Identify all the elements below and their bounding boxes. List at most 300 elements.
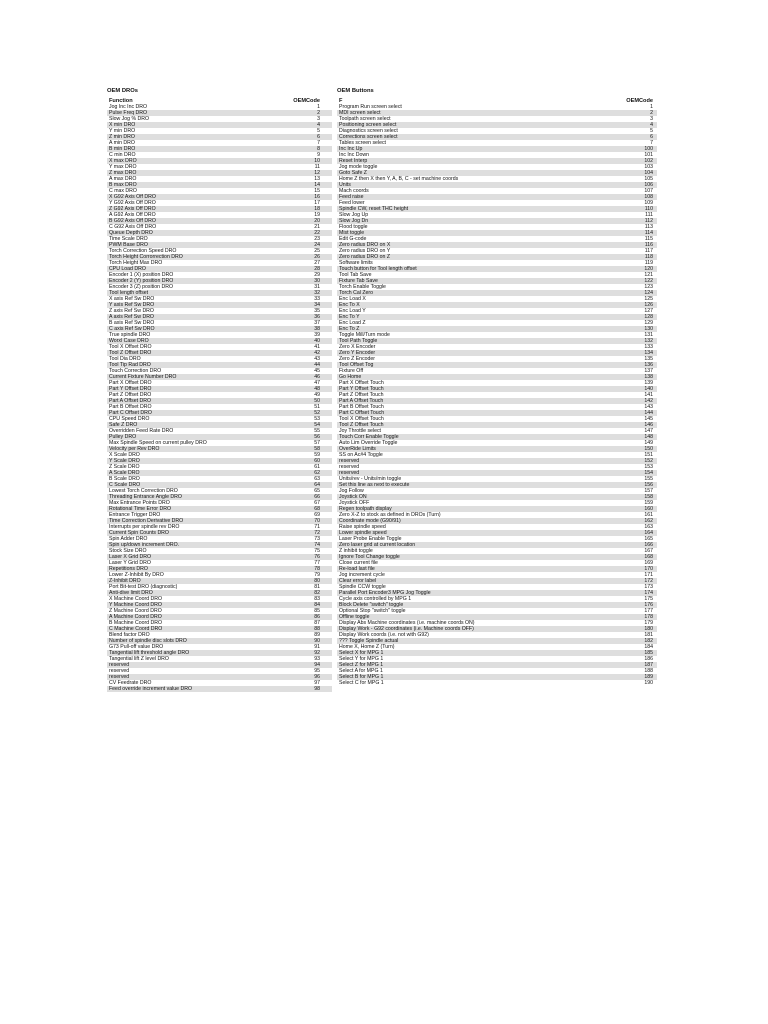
- function-cell: Jog mode toggle: [339, 164, 378, 170]
- function-cell: Time Correction Derivative DRO: [109, 518, 184, 524]
- function-cell: Select C for MPG 1: [339, 680, 384, 686]
- function-cell: SS on Ac#4 Toggle: [339, 452, 383, 458]
- column-header-oemcode: OEMCode: [293, 98, 320, 104]
- oemcode-cell: 134: [644, 350, 653, 356]
- function-cell: Tool Z Offset Touch: [339, 422, 384, 428]
- function-cell: Rotational Time Error DRO: [109, 506, 171, 512]
- oemcode-cell: 172: [644, 578, 653, 584]
- oemcode-cell: 93: [314, 656, 320, 662]
- oemcode-cell: 34: [314, 302, 320, 308]
- oemcode-cell: 140: [644, 386, 653, 392]
- oemcode-cell: 185: [644, 650, 653, 656]
- function-cell: Block Delete "switch" toggle: [339, 602, 404, 608]
- function-cell: Part C Offset Touch: [339, 410, 385, 416]
- oemcode-cell: 30: [314, 278, 320, 284]
- function-cell: CPU Speed DRO: [109, 416, 150, 422]
- oemcode-cell: 114: [644, 230, 653, 236]
- oemcode-cell: 138: [644, 374, 653, 380]
- oemcode-cell: 11: [314, 164, 320, 170]
- function-cell: Encoder 2 (Y) position DRO: [109, 278, 174, 284]
- function-cell: Pulse Freq DRO: [109, 110, 148, 116]
- function-cell: Joy Throttle select: [339, 428, 381, 434]
- oemcode-cell: 118: [644, 254, 653, 260]
- oemcode-cell: 105: [644, 176, 653, 182]
- function-cell: Z min DRO: [109, 134, 135, 140]
- function-cell: Close current file: [339, 560, 378, 566]
- oemcode-cell: 73: [314, 536, 320, 542]
- oemcode-cell: 181: [644, 632, 653, 638]
- function-cell: Lower Z-Inhibit By DRO: [109, 572, 164, 578]
- function-cell: Tool length offset: [109, 290, 149, 296]
- oemcode-cell: 1: [650, 104, 653, 110]
- oemcode-cell: 64: [314, 482, 320, 488]
- function-cell: Zero radius DRO on X: [339, 242, 391, 248]
- oemcode-cell: 129: [644, 320, 653, 326]
- oemcode-cell: 87: [314, 620, 320, 626]
- oemcode-cell: 2: [650, 110, 653, 116]
- oemcode-cell: 61: [314, 464, 320, 470]
- function-cell: Zero Y Encoder: [339, 350, 376, 356]
- oemcode-cell: 168: [644, 554, 653, 560]
- function-cell: Torch Enable Toggle: [339, 284, 386, 290]
- oemcode-cell: 163: [644, 524, 653, 530]
- function-cell: reserved: [339, 458, 360, 464]
- function-cell: Inc Inc Down: [339, 152, 369, 158]
- function-cell: Max Spindle Speed on current pulley DRO: [109, 440, 207, 446]
- oemcode-cell: 47: [314, 380, 320, 386]
- function-cell: Spindle CCW toggle: [339, 584, 386, 590]
- oemcode-cell: 38: [314, 326, 320, 332]
- oemcode-cell: 24: [314, 242, 320, 248]
- oemcode-cell: 4: [317, 122, 320, 128]
- function-cell: Z inhibit toggle: [339, 548, 373, 554]
- oemcode-cell: 139: [644, 380, 653, 386]
- function-cell: Enc To Y: [339, 314, 360, 320]
- oemcode-cell: 16: [314, 194, 320, 200]
- oemcode-cell: 74: [314, 542, 320, 548]
- function-cell: Slow Jog % DRO: [109, 116, 150, 122]
- function-cell: Y max DRO: [109, 164, 137, 170]
- function-cell: reserved: [109, 674, 130, 680]
- oemcode-cell: 175: [644, 596, 653, 602]
- function-cell: B axis Ref Sw DRO: [109, 320, 155, 326]
- function-cell: Worxl Case DRO: [109, 338, 149, 344]
- oemcode-cell: 13: [314, 176, 320, 182]
- function-cell: Software limits: [339, 260, 373, 266]
- oemcode-cell: 90: [314, 638, 320, 644]
- oemcode-cell: 33: [314, 296, 320, 302]
- oemcode-cell: 103: [644, 164, 653, 170]
- oemcode-cell: 23: [314, 236, 320, 242]
- oemcode-cell: 77: [314, 560, 320, 566]
- function-cell: Tool Tip Rad DRO: [109, 362, 151, 368]
- oemcode-cell: 92: [314, 650, 320, 656]
- oemcode-cell: 150: [644, 446, 653, 452]
- function-cell: G73 Pull-off value DRO: [109, 644, 164, 650]
- oemcode-cell: 188: [644, 668, 653, 674]
- oemcode-cell: 121: [644, 272, 653, 278]
- oemcode-cell: 39: [314, 332, 320, 338]
- function-cell: Blend factor DRO: [109, 632, 150, 638]
- function-cell: C min DRO: [109, 152, 136, 158]
- oemcode-cell: 35: [314, 308, 320, 314]
- column-header-oemcode: OEMCode: [626, 98, 653, 104]
- oemcode-cell: 58: [314, 446, 320, 452]
- function-cell: Y Machine Coord DRO: [109, 602, 162, 608]
- oemcode-cell: 133: [644, 344, 653, 350]
- function-cell: Encoder 1 (X) position DRO: [109, 272, 174, 278]
- oemcode-cell: 81: [314, 584, 320, 590]
- oemcode-cell: 187: [644, 662, 653, 668]
- function-cell: Zero radius DRO on Z: [339, 254, 391, 260]
- function-cell: Set this line as next to execute: [339, 482, 410, 488]
- function-cell: CPU Load DRO: [109, 266, 146, 272]
- oemcode-cell: 18: [314, 206, 320, 212]
- oemcode-cell: 67: [314, 500, 320, 506]
- oemcode-cell: 146: [644, 422, 653, 428]
- oemcode-cell: 141: [644, 392, 653, 398]
- function-cell: Part B Offset DRO: [109, 404, 152, 410]
- oemcode-cell: 127: [644, 308, 653, 314]
- function-cell: Auto Lim Override Toggle: [339, 440, 398, 446]
- function-cell: Goto Safe Z: [339, 170, 367, 176]
- oemcode-cell: 25: [314, 248, 320, 254]
- function-cell: Part B Offset Touch: [339, 404, 384, 410]
- oemcode-cell: 120: [644, 266, 653, 272]
- oemcode-cell: 15: [314, 188, 320, 194]
- oemcode-cell: 144: [644, 410, 653, 416]
- function-cell: reserved: [109, 662, 130, 668]
- function-cell: Zero laser grid at current location: [339, 542, 416, 548]
- function-cell: Tables screen select: [339, 140, 386, 146]
- oemcode-cell: 37: [314, 320, 320, 326]
- oemcode-cell: 22: [314, 230, 320, 236]
- oemcode-cell: 69: [314, 512, 320, 518]
- function-cell: C max DRO: [109, 188, 137, 194]
- oemcode-cell: 63: [314, 476, 320, 482]
- oemcode-cell: 79: [314, 572, 320, 578]
- oemcode-cell: 156: [644, 482, 653, 488]
- function-cell: Part X Offset Touch: [339, 380, 384, 386]
- function-cell: A min DRO: [109, 140, 135, 146]
- function-cell: Inc Inc Up: [339, 146, 363, 152]
- oemcode-cell: 101: [644, 152, 653, 158]
- oem-button-row: [337, 680, 657, 686]
- function-cell: Corrections screen select: [339, 134, 398, 140]
- oemcode-cell: 137: [644, 368, 653, 374]
- oemcode-cell: 6: [317, 134, 320, 140]
- function-cell: Laser Probe Enable Toggle: [339, 536, 402, 542]
- function-cell: C axis Ref Sw DRO: [109, 326, 155, 332]
- oemcode-cell: 167: [644, 548, 653, 554]
- function-cell: Jog increment cycle: [339, 572, 385, 578]
- oemcode-cell: 7: [317, 140, 320, 146]
- oemcode-cell: 72: [314, 530, 320, 536]
- oemcode-cell: 54: [314, 422, 320, 428]
- function-cell: Cycle axis controlled by MPG 1: [339, 596, 412, 602]
- function-cell: True spindle DRO: [109, 332, 151, 338]
- function-cell: Part A Offset DRO: [109, 398, 151, 404]
- oemcode-cell: 1: [317, 104, 320, 110]
- function-cell: Clear error label: [339, 578, 377, 584]
- function-cell: Jog Follow: [339, 488, 364, 494]
- oemcode-cell: 130: [644, 326, 653, 332]
- function-cell: Toolpath screen select: [339, 116, 391, 122]
- function-cell: Mach coords: [339, 188, 369, 194]
- oemcode-cell: 17: [314, 200, 320, 206]
- oemcode-cell: 177: [644, 608, 653, 614]
- function-cell: Safe Z DRO: [109, 422, 138, 428]
- column-header-function: Function: [109, 98, 133, 104]
- oemcode-cell: 179: [644, 620, 653, 626]
- function-cell: Part Y Offset Touch: [339, 386, 384, 392]
- oemcode-cell: 169: [644, 560, 653, 566]
- function-cell: Pulley DRO: [109, 434, 137, 440]
- function-cell: MDI screen select: [339, 110, 381, 116]
- function-cell: Time Scale DRO: [109, 236, 148, 242]
- function-cell: Threading Entrance Angle DRO: [109, 494, 182, 500]
- function-cell: Tool Tab Save: [339, 272, 372, 278]
- oemcode-cell: 76: [314, 554, 320, 560]
- function-cell: Coordinate mode (G90/91): [339, 518, 401, 524]
- oemcode-cell: 123: [644, 284, 653, 290]
- oemcode-cell: 56: [314, 434, 320, 440]
- function-cell: Slow Jog Up: [339, 212, 369, 218]
- oemcode-cell: 157: [644, 488, 653, 494]
- oemcode-cell: 149: [644, 440, 653, 446]
- function-cell: Touch Correction DRO: [109, 368, 162, 374]
- oemcode-cell: 89: [314, 632, 320, 638]
- oemcode-cell: 125: [644, 296, 653, 302]
- oemcode-cell: 128: [644, 314, 653, 320]
- function-cell: C Scale DRO: [109, 482, 141, 488]
- function-cell: Home X, Home Z (Turn): [339, 644, 395, 650]
- function-cell: A max DRO: [109, 176, 137, 182]
- function-cell: Overridden Feed Rate DRO: [109, 428, 174, 434]
- oemcode-cell: 112: [644, 218, 653, 224]
- oemcode-cell: 182: [644, 638, 653, 644]
- function-cell: Enc To Z: [339, 326, 360, 332]
- function-cell: Lower spindle speed: [339, 530, 387, 536]
- oemcode-cell: 84: [314, 602, 320, 608]
- function-cell: Toggle Mill/Turn mode: [339, 332, 390, 338]
- oemcode-cell: 178: [644, 614, 653, 620]
- function-cell: Interrupts per spindle rev DRO: [109, 524, 180, 530]
- function-cell: Feed override increment value DRO: [109, 686, 193, 692]
- oemcode-cell: 42: [314, 350, 320, 356]
- oemcode-cell: 26: [314, 254, 320, 260]
- function-cell: Edit G-code: [339, 236, 367, 242]
- function-cell: Tool Offset Tog: [339, 362, 374, 368]
- function-cell: Select Y for MPG 1: [339, 656, 384, 662]
- oemcode-cell: 36: [314, 314, 320, 320]
- oemcode-cell: 113: [644, 224, 653, 230]
- function-cell: A G92 Axis Off DRO: [109, 212, 156, 218]
- oemcode-cell: 28: [314, 266, 320, 272]
- oemcode-cell: 6: [650, 134, 653, 140]
- oemcode-cell: 132: [644, 338, 653, 344]
- function-cell: Torch Height Corrorrection DRO: [109, 254, 183, 260]
- function-cell: C Machine Coord DRO: [109, 626, 163, 632]
- oemcode-cell: 83: [314, 596, 320, 602]
- oemcode-cell: 48: [314, 386, 320, 392]
- function-cell: OverRide Limits: [339, 446, 376, 452]
- oemcode-cell: 46: [314, 374, 320, 380]
- oemcode-cell: 4: [650, 122, 653, 128]
- function-cell: Current Spin Counts DRO: [109, 530, 169, 536]
- function-cell: Feed lower: [339, 200, 365, 206]
- function-cell: Encoder 3 (Z) position DRO: [109, 284, 174, 290]
- function-cell: Fixture Tab Save: [339, 278, 378, 284]
- oemcode-cell: 71: [314, 524, 320, 530]
- function-cell: Part Z Offset DRO: [109, 392, 152, 398]
- function-cell: Offline toggle: [339, 614, 370, 620]
- oemcode-cell: 57: [314, 440, 320, 446]
- oemcode-cell: 45: [314, 368, 320, 374]
- oemcode-cell: 27: [314, 260, 320, 266]
- function-cell: Program Run screen select: [339, 104, 402, 110]
- oemcode-cell: 3: [650, 116, 653, 122]
- function-cell: Torch Height Max DRO: [109, 260, 163, 266]
- oemcode-cell: 14: [314, 182, 320, 188]
- function-cell: reserved: [339, 470, 360, 476]
- oemcode-cell: 147: [644, 428, 653, 434]
- function-cell: Part X Offset DRO: [109, 380, 152, 386]
- oemcode-cell: 94: [314, 662, 320, 668]
- oemcode-cell: 62: [314, 470, 320, 476]
- oemcode-cell: 3: [317, 116, 320, 122]
- function-cell: Slow Jog Dn: [339, 218, 369, 224]
- function-cell: X min DRO: [109, 122, 136, 128]
- oemcode-cell: 189: [644, 674, 653, 680]
- function-cell: Torch Correction Speed DRO: [109, 248, 177, 254]
- function-cell: Home Z then X then Y, A, B, C - set machine coords: [339, 176, 459, 182]
- oemcode-cell: 148: [644, 434, 653, 440]
- function-cell: Laser Y Grid DRO: [109, 560, 151, 566]
- oemcode-cell: 5: [650, 128, 653, 134]
- function-cell: ??? Toggle Spindle actual: [339, 638, 399, 644]
- oemcode-cell: 98: [314, 686, 320, 692]
- function-cell: Ignore Tool Change toggle: [339, 554, 400, 560]
- function-cell: Spin up/down increment DRO.: [109, 542, 180, 548]
- oemcode-cell: 107: [644, 188, 653, 194]
- function-cell: Tool Z Offset DRO: [109, 350, 152, 356]
- oemcode-cell: 66: [314, 494, 320, 500]
- function-cell: Reset Interp: [339, 158, 368, 164]
- oemcode-cell: 151: [644, 452, 653, 458]
- function-cell: Display Abs Machine coordinates (i.e. machine coords ON): [339, 620, 475, 626]
- function-cell: Laser X Grid DRO: [109, 554, 152, 560]
- function-cell: CV Feedrate DRO: [109, 680, 152, 686]
- function-cell: Velocity per Rev DRO: [109, 446, 160, 452]
- function-cell: Tool Path Toggle: [339, 338, 378, 344]
- function-cell: Entrance Trigger DRO: [109, 512, 161, 518]
- function-cell: Tool X Offset Touch: [339, 416, 384, 422]
- oemcode-cell: 190: [644, 680, 653, 686]
- function-cell: Stock Size DRO: [109, 548, 147, 554]
- oemcode-cell: 109: [644, 200, 653, 206]
- oemcode-cell: 174: [644, 590, 653, 596]
- oemcode-cell: 91: [314, 644, 320, 650]
- function-cell: A Machine Coord DRO: [109, 614, 162, 620]
- function-cell: Select Z for MPG 1: [339, 662, 384, 668]
- oemcode-cell: 165: [644, 536, 653, 542]
- oemcode-cell: 117: [644, 248, 653, 254]
- function-cell: Flood toggle: [339, 224, 368, 230]
- function-cell: Go Home: [339, 374, 362, 380]
- oemcode-cell: 86: [314, 614, 320, 620]
- oemcode-cell: 21: [314, 224, 320, 230]
- oemcode-cell: 108: [644, 194, 653, 200]
- function-cell: Enc To X: [339, 302, 360, 308]
- function-cell: X max DRO: [109, 158, 137, 164]
- function-cell: Y min DRO: [109, 128, 136, 134]
- oemcode-cell: 68: [314, 506, 320, 512]
- function-cell: Current Fixture Number DRO: [109, 374, 177, 380]
- function-cell: Diagnostics screen select: [339, 128, 398, 134]
- oem-buttons-title: OEM Buttons: [337, 88, 374, 94]
- oemcode-cell: 5: [317, 128, 320, 134]
- function-cell: Positioning screen select: [339, 122, 397, 128]
- function-cell: B Machine Coord DRO: [109, 620, 163, 626]
- function-cell: Regen toolpath display: [339, 506, 392, 512]
- oemcode-cell: 32: [314, 290, 320, 296]
- function-cell: X Machine Coord DRO: [109, 596, 163, 602]
- oemcode-cell: 70: [314, 518, 320, 524]
- function-cell: Enc Load Z: [339, 320, 366, 326]
- function-cell: B G92 Axis Off DRO: [109, 218, 156, 224]
- function-cell: A axis Ref Sw DRO: [109, 314, 154, 320]
- function-cell: Z max DRO: [109, 170, 137, 176]
- function-cell: Zero X Encoder: [339, 344, 376, 350]
- oemcode-cell: 29: [314, 272, 320, 278]
- function-cell: Display Work - G92 coordinates (i.e. Machine coords OFF): [339, 626, 474, 632]
- oemcode-cell: 102: [644, 158, 653, 164]
- oemcode-cell: 8: [317, 146, 320, 152]
- function-cell: Joystick OFF: [339, 500, 370, 506]
- oemcode-cell: 10: [314, 158, 320, 164]
- oemcode-cell: 40: [314, 338, 320, 344]
- function-cell: Select A for MPG 1: [339, 668, 383, 674]
- function-cell: Units: [339, 182, 351, 188]
- function-cell: Tangential lift Z level DRO: [109, 656, 169, 662]
- function-cell: Touch button for Tool length offset: [339, 266, 417, 272]
- function-cell: Select X for MPG 1: [339, 650, 384, 656]
- oemcode-cell: 111: [645, 212, 653, 218]
- oemcode-cell: 82: [314, 590, 320, 596]
- oemcode-cell: 2: [317, 110, 320, 116]
- function-cell: Z Machine Coord DRO: [109, 608, 162, 614]
- oemcode-cell: 136: [644, 362, 653, 368]
- oemcode-cell: 96: [314, 674, 320, 680]
- function-cell: Anti-dive limit DRO: [109, 590, 153, 596]
- oemcode-cell: 95: [314, 668, 320, 674]
- function-cell: Y G92 Axis Off DRO: [109, 200, 156, 206]
- function-cell: reserved: [339, 464, 360, 470]
- oemcode-cell: 143: [644, 404, 653, 410]
- oemcode-cell: 97: [314, 680, 320, 686]
- oemcode-cell: 41: [314, 344, 320, 350]
- oemcode-cell: 60: [314, 458, 320, 464]
- oemcode-cell: 19: [314, 212, 320, 218]
- oemcode-cell: 44: [314, 362, 320, 368]
- oemcode-cell: 170: [644, 566, 653, 572]
- oem-dros-table: [107, 98, 332, 692]
- function-cell: X Scale DRO: [109, 452, 140, 458]
- oemcode-cell: 51: [314, 404, 320, 410]
- oemcode-cell: 155: [644, 476, 653, 482]
- function-cell: Number of spindle disc slots DRO: [109, 638, 187, 644]
